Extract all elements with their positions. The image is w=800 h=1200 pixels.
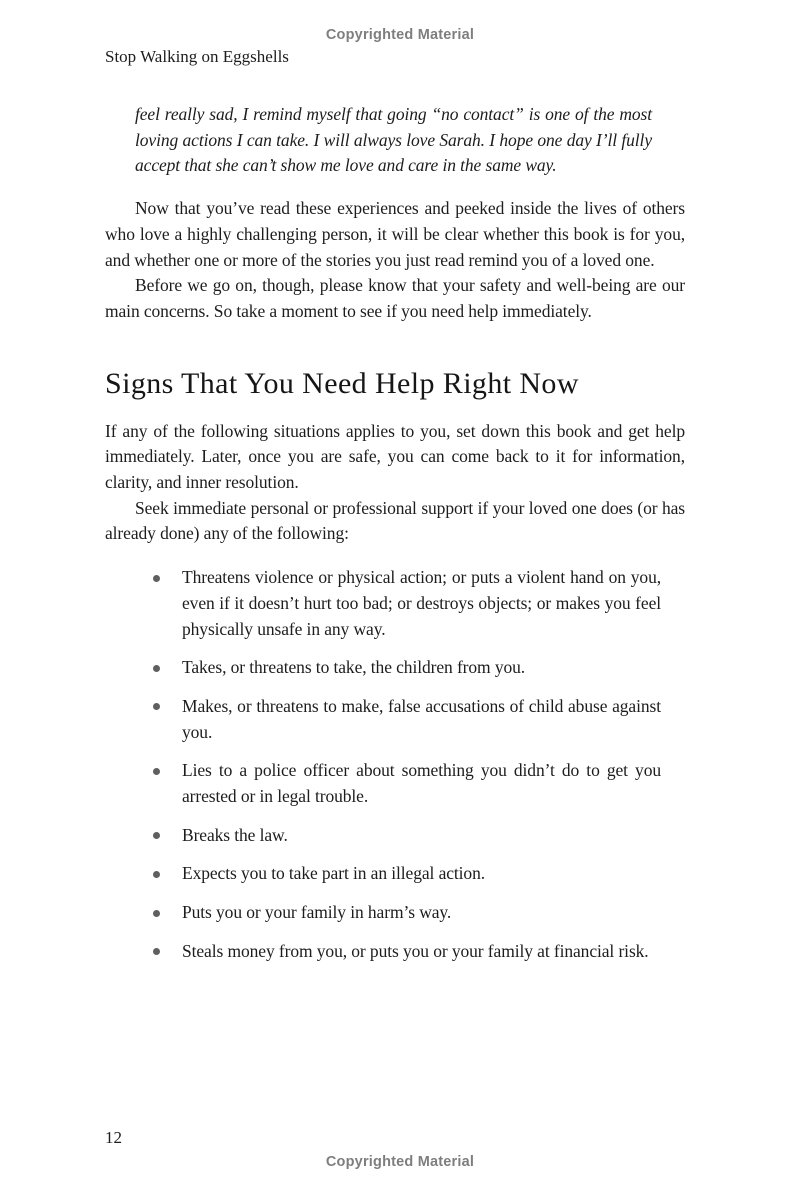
running-head: Stop Walking on Eggshells <box>105 47 289 66</box>
block-quote: feel really sad, I remind myself that going “no contact” is one of the most loving actions I can take. I will always love Sarah. I hope one day I’ll fully accept that she can’t show me love and care in the same way. <box>135 104 652 176</box>
list-item-text: Breaks the law. <box>182 824 288 845</box>
page-body <box>105 102 685 978</box>
list-item <box>105 939 661 965</box>
list-item <box>105 655 661 681</box>
page-number: 12 <box>105 1128 122 1147</box>
paragraph-section-1: If any of the following situations applies to you, set down this book and get help immediately. Later, once you are safe, you can come back to it for information, clarity, and inner resolution. <box>105 420 685 493</box>
list-item <box>105 565 661 642</box>
bullet-icon <box>153 768 160 775</box>
list-item <box>105 900 661 926</box>
bullet-icon <box>153 871 160 878</box>
paragraph-section-2: Seek immediate personal or professional support if your loved one does (or has already done) any of the following: <box>105 497 685 544</box>
list-item <box>105 861 661 887</box>
bullet-icon <box>153 703 160 710</box>
list-item <box>105 823 661 849</box>
list-item-text: Steals money from you, or puts you or your family at financial risk. <box>182 940 649 961</box>
bullet-icon <box>153 832 160 839</box>
copyright-notice-top: Copyrighted Material <box>325 27 475 43</box>
list-item <box>105 694 661 745</box>
list-item-text: Lies to a police officer about something you didn’t do to get you arrested or in legal trouble. <box>182 760 661 807</box>
list-item-text: Threatens violence or physical action; or puts a violent hand on you, even if it doesn’t hurt too bad; or destroys objects; or makes you feel physically unsafe in any way. <box>182 567 661 639</box>
list-item-text: Expects you to take part in an illegal action. <box>182 863 486 884</box>
bullet-icon <box>153 948 160 955</box>
section-heading: Signs That You Need Help Right Now <box>105 366 579 400</box>
paragraph-intro-2: Before we go on, though, please know that your safety and well-being are our main concerns. So take a moment to see if you need help immediately. <box>105 275 685 321</box>
list-item-text: Puts you or your family in harm’s way. <box>182 902 452 923</box>
list-item-text: Makes, or threatens to make, false accusations of child abuse against you. <box>182 695 661 742</box>
bullet-icon <box>153 910 160 917</box>
help-signs-list <box>105 565 661 964</box>
list-item <box>105 758 661 809</box>
copyright-notice-bottom: Copyrighted Material <box>325 1154 475 1170</box>
bullet-icon <box>153 575 160 582</box>
list-item-text: Takes, or threatens to take, the children from you. <box>182 657 526 678</box>
bullet-icon <box>153 665 160 672</box>
paragraph-intro-1: Now that you’ve read these experiences and peeked inside the lives of others who love a highly challenging person, it will be clear whether this book is for you, and whether one or more of the stories you just read remind you of a loved one. <box>105 198 685 270</box>
